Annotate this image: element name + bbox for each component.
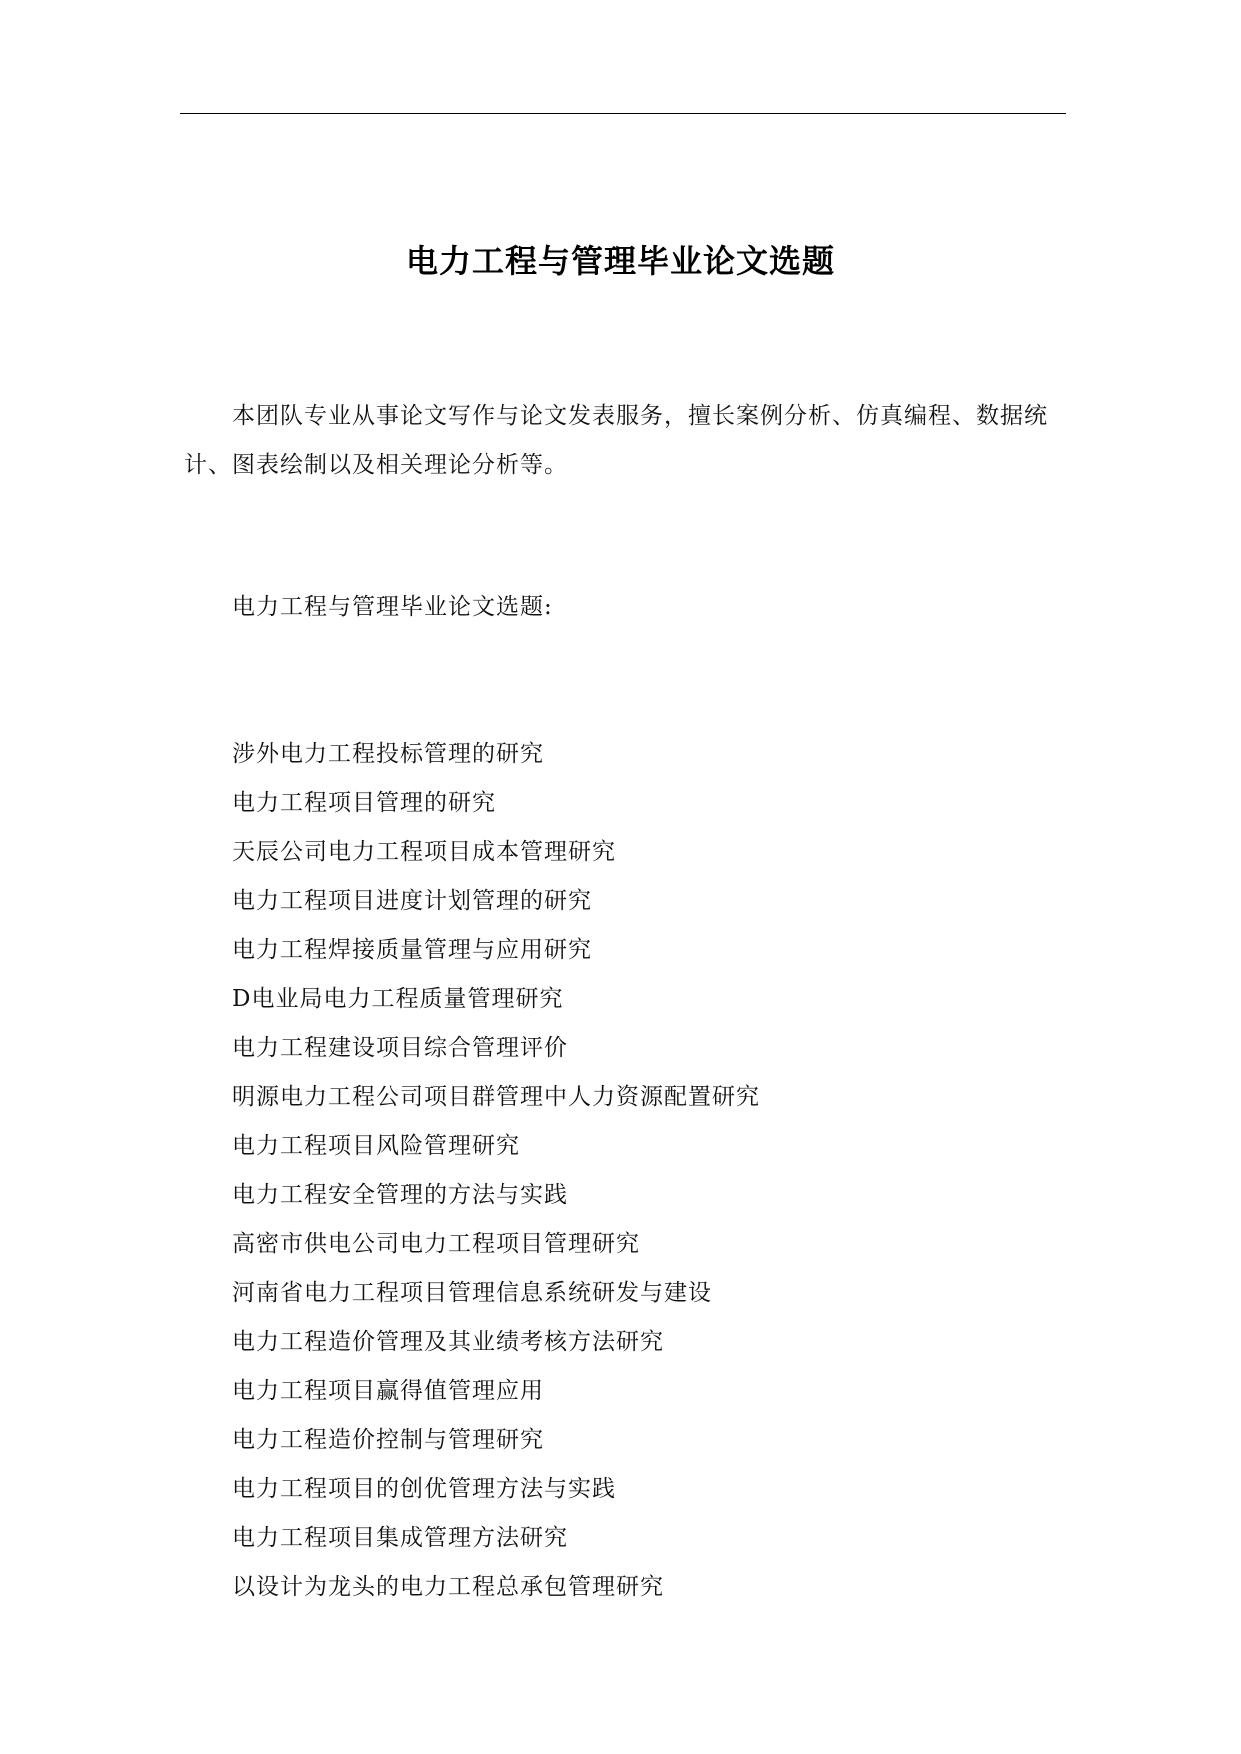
topic-item: 以设计为龙头的电力工程总承包管理研究 [232, 1574, 664, 1600]
topic-item: 电力工程项目赢得值管理应用 [232, 1378, 544, 1404]
topic-item: 天辰公司电力工程项目成本管理研究 [232, 839, 616, 865]
section-label: 电力工程与管理毕业论文选题: [232, 594, 553, 620]
topic-item: 电力工程项目集成管理方法研究 [232, 1525, 568, 1551]
topic-item: 电力工程建设项目综合管理评价 [232, 1035, 568, 1061]
topic-item: 河南省电力工程项目管理信息系统研发与建设 [232, 1280, 712, 1306]
topic-item: 电力工程造价控制与管理研究 [232, 1427, 544, 1453]
topic-item: 电力工程项目进度计划管理的研究 [232, 888, 592, 914]
topic-item: 明源电力工程公司项目群管理中人力资源配置研究 [232, 1084, 760, 1110]
topic-item: 电力工程项目管理的研究 [232, 790, 496, 816]
topic-item: 高密市供电公司电力工程项目管理研究 [232, 1231, 640, 1257]
topic-item: 电力工程项目的创优管理方法与实践 [232, 1476, 616, 1502]
document-title: 电力工程与管理毕业论文选题 [405, 242, 835, 280]
header-rule [180, 113, 1066, 114]
intro-paragraph: 本团队专业从事论文写作与论文发表服务，擅长案例分析、仿真编程、数据统计、图表绘制以及相关理论分析等。 [184, 403, 1048, 478]
topic-item: 电力工程项目风险管理研究 [232, 1133, 520, 1159]
topic-list [232, 730, 760, 1612]
topic-item: 电力工程造价管理及其业绩考核方法研究 [232, 1329, 664, 1355]
topic-item: 电力工程安全管理的方法与实践 [232, 1182, 568, 1208]
topic-item: D电业局电力工程质量管理研究 [232, 986, 564, 1012]
topic-item: 电力工程焊接质量管理与应用研究 [232, 937, 592, 963]
topic-item: 涉外电力工程投标管理的研究 [232, 741, 544, 767]
